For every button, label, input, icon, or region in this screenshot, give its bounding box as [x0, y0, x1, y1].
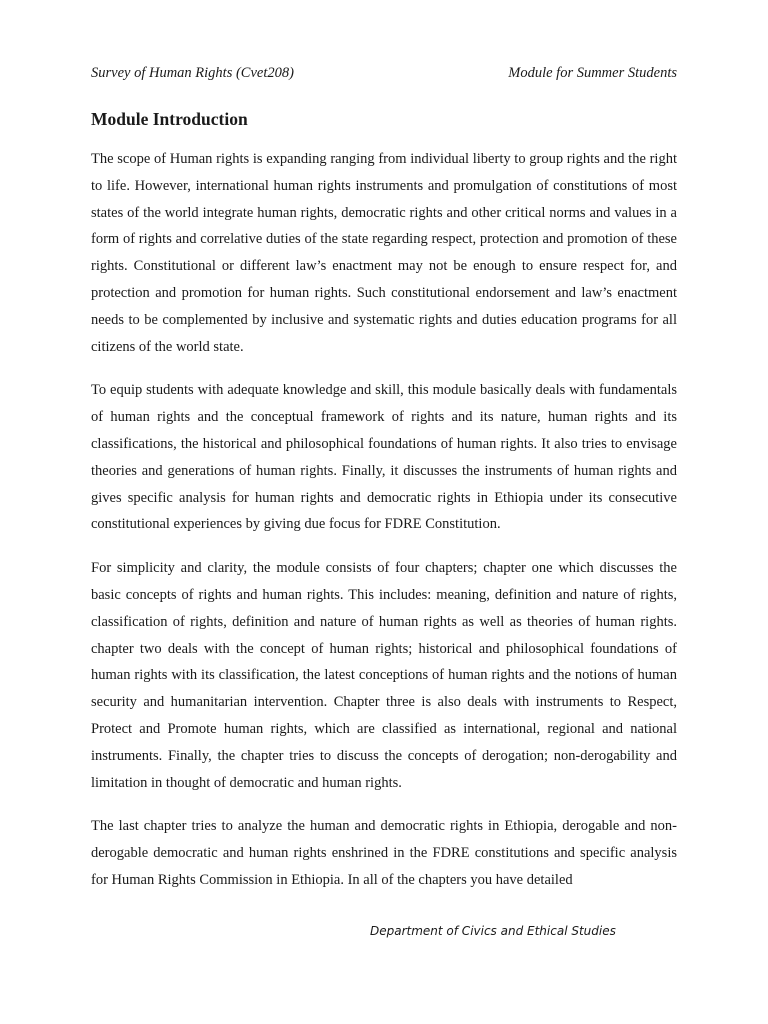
- paragraph-scope: The scope of Human rights is expanding ranging from individual liberty to group rights and the right to life. However, international human rights instruments and promulgation of constitutions of most states of the world integrate human rights, democratic rights and other critical norms and values in a form of rights and correlative duties of the state regarding respect, protection and promotion of these rights. Constitutional or different law’s enactment may not be enough to ensure respect for, and protection and promotion for human rights. Such constitutional endorsement and law’s enactment needs to be complemented by inclusive and systematic rights and duties education programs for all citizens of the world state.: [91, 151, 677, 355]
- paragraph-module-content: To equip students with adequate knowledge and skill, this module basically deals with fundamentals of human rights and the conceptual framework of rights and its nature, human rights and its classifications, the historical and philosophical foundations of human rights. It also tries to envisage theories and generations of human rights. Finally, it discusses the instruments of human rights and gives specific analysis for human rights and democratic rights in Ethiopia under its consecutive constitutional experiences by giving due focus for FDRE Constitution.: [91, 382, 677, 533]
- header-module-label: Module for Summer Students: [508, 65, 677, 81]
- section-heading: Module Introduction: [91, 109, 248, 129]
- page-footer: Department of Civics and Ethical Studies: [370, 924, 616, 938]
- page-header: [91, 64, 677, 82]
- paragraph-chapters-overview: For simplicity and clarity, the module consists of four chapters; chapter one which discusses the basic concepts of rights and human rights. This includes: meaning, definition and nature of rights, classification of rights, definition and nature of human rights as well as theories of human rights. chapter two deals with the concept of human rights; historical and philosophical foundations of human rights with its classification, the latest conceptions of human rights and the notions of human security and humanitarian intervention. Chapter three is also deals with instruments to Respect, Protect and Promote human rights, which are classified as international, regional and national instruments. Finally, the chapter tries to discuss the concepts of derogation; non-derogability and limitation in thought of democratic and human rights.: [91, 560, 677, 791]
- header-course-title: Survey of Human Rights (Cvet208): [91, 65, 294, 81]
- body-text: [91, 146, 677, 911]
- paragraph-last-chapter: The last chapter tries to analyze the human and democratic rights in Ethiopia, derogable and non-derogable democratic and human rights enshrined in the FDRE constitutions and specific analysis for Human Rights Commission in Ethiopia. In all of the chapters you have detailed: [91, 818, 677, 888]
